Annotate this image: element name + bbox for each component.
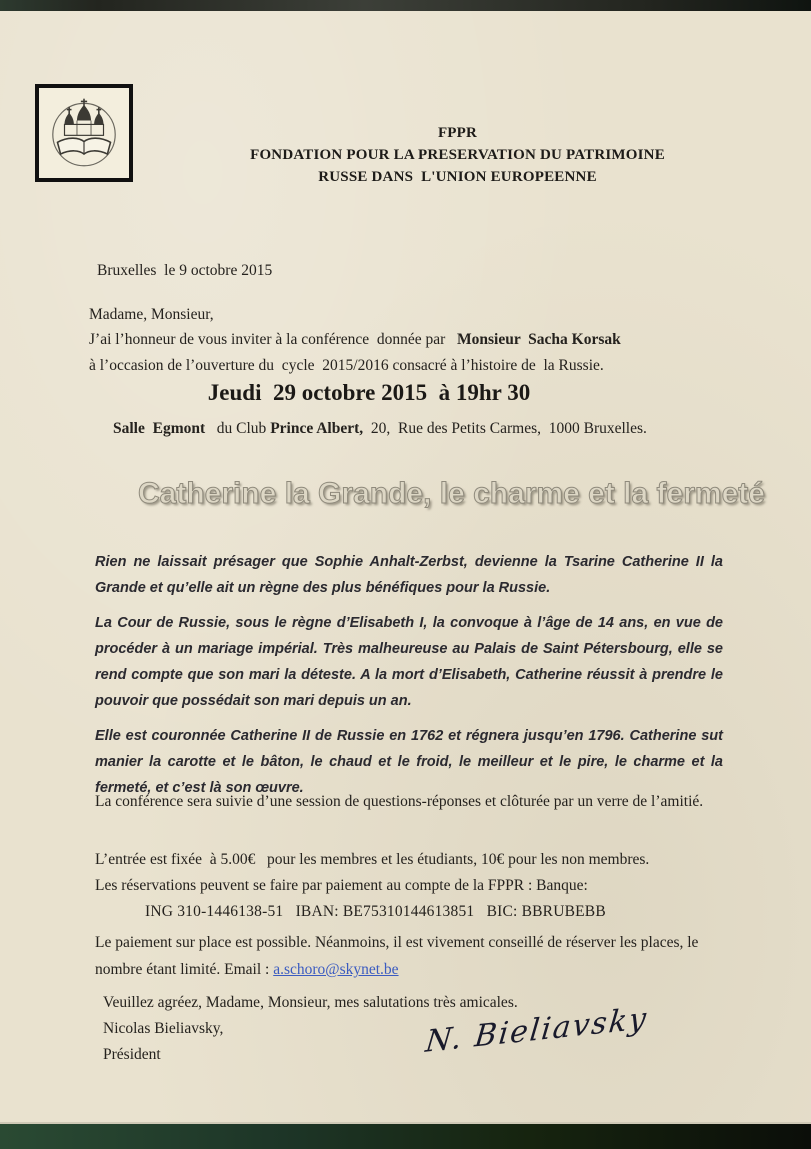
event-datetime: Jeudi 29 octobre 2015 à 19hr 30 [207,380,531,405]
invitation-line [89,331,621,349]
scan-edge-bottom [0,1122,811,1149]
org-name-line2: RUSSE DANS L'UNION EUROPEENNE [318,169,597,185]
venue-line [113,420,647,438]
lecture-abstract [95,549,723,810]
venue-club: Prince Albert, [270,420,364,437]
scan-edge-top [0,0,811,11]
bank-details: ING 310-1446138-51 IBAN: BE75310144613851 BIC: BBRUBEBB [145,903,606,920]
venue-room: Salle Egmont [113,420,206,437]
abstract-paragraph-1: Rien ne laissait présager que Sophie Anhalt-Zerbst, devienne la Tsarine Catherine II la Grande et qu’elle ait un règne des plus bénéfiques pour la Russie. [95,554,723,596]
speaker-name: Monsieur Sacha Korsak [456,331,621,348]
venue-address: 20, Rue des Petits Carmes, 1000 Bruxelles. [363,420,647,437]
fppr-logo [35,84,133,182]
invitation-suffix: à l’occasion de l’ouverture du cycle 2015/2016 consacré à l’histoire de la Russie. [89,357,604,374]
abstract-paragraph-3: Elle est couronnée Catherine II de Russie en 1762 et régnera jusqu’en 1796. Catherine sut manier la carotte et le bâton, le chaud et le froid, le meilleur et le pire, le charme et la fermeté, et c’est là son œuvre. [95,728,723,796]
handwritten-signature: N. Bieliavsky [423,1000,650,1060]
valediction: Veuillez agréez, Madame, Monsieur, mes salutations très amicales. [103,994,518,1011]
org-acronym: FPPR [437,125,478,141]
payment-text: Le paiement sur place est possible. Néanmoins, il est vivement conseillé de réserver les places, le nombre étant limité. Email : [95,934,699,978]
abstract-paragraph-2: La Cour de Russie, sous le règne d’Elisabeth I, la convoque à l’âge de 14 ans, en vue de procéder à un mariage impérial. Très malheureuse au Palais de Saint Pétersbourg, elle se rend compte que son mari la déteste. A la mort d’Elisabeth, Catherine réussit à prendre le pouvoir que possédait son mari depuis un an. [95,615,723,709]
venue-club-prefix: du Club [205,420,271,437]
signer-title: Président [103,1046,161,1063]
invitation-prefix: J’ai l’honneur de vous inviter à la conférence donnée par [89,331,457,348]
reservation-line: Les réservations peuvent se faire par paiement au compte de la FPPR : Banque: [95,877,588,894]
lecture-title: Catherine la Grande, le charme et la fermeté [138,477,765,510]
letterhead [165,122,750,188]
price-line: L’entrée est fixée à 5.00€ pour les membres et les étudiants, 10€ pour les non membres. [95,851,650,868]
org-name-line1: FONDATION POUR LA PRESERVATION DU PATRIMOINE [250,147,665,163]
signer-name: Nicolas Bieliavsky, [103,1020,224,1037]
conference-note: La conférence sera suivie d’une session de questions-réponses et clôturée par un verre de l’amitié. [95,793,704,810]
payment-line [95,929,723,983]
russian-church-domes-icon [45,94,123,172]
dateline: Bruxelles le 9 octobre 2015 [97,262,273,279]
salutation: Madame, Monsieur, [89,306,214,323]
email-link[interactable]: a.schoro@skynet.be [273,961,399,978]
